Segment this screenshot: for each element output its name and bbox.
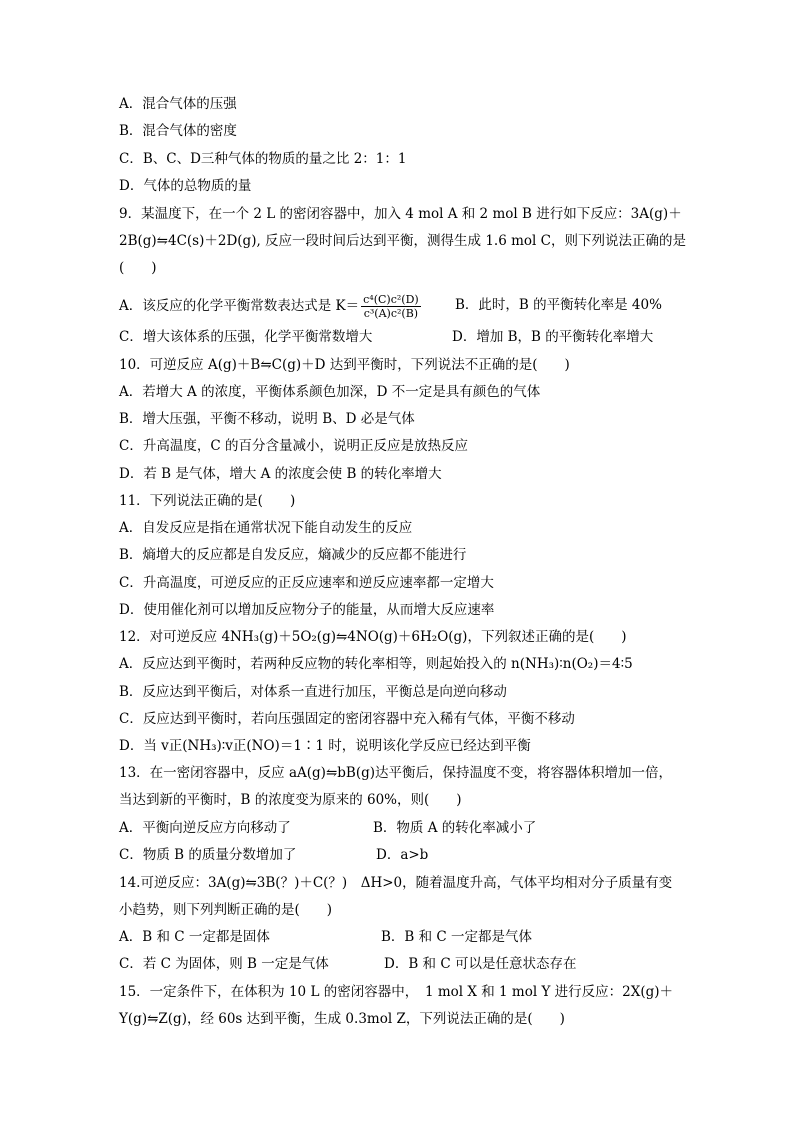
option-line: C．升高温度，C 的百分含量减小，说明正反应是放热反应 (119, 438, 468, 454)
option-line: A．若增大 A 的浓度，平衡体系颜色加深，D 不一定是具有颜色的气体 (119, 384, 541, 400)
question-9-bracket: ( ) (119, 260, 157, 276)
option-line: C．B、C、D三种气体的物质的量之比 2：1：1 (119, 151, 407, 167)
option-d: D．a>b (376, 847, 429, 863)
question-9-stem: 2B(g)⇋4C(s)＋2D(g), 反应一段时间后达到平衡，测得生成 1.6 mol C，则下列说法正确的是 (119, 233, 686, 249)
option-d: D．B 和 C 可以是任意状态存在 (384, 956, 577, 972)
q9-option-a-prefix: A．该反应的化学平衡常数表达式是 K＝ (119, 298, 360, 314)
question-9-stem: 9．某温度下，在一个 2 L 的密闭容器中，加入 4 mol A 和 2 mol B 进行如下反应：3A(g)＋ (119, 206, 682, 222)
fraction-denominator: c³(A)c²(B) (363, 307, 419, 320)
question-14-stem: 14.可逆反应：3A(g)⇋3B(？)＋C(？) ΔH>0，随着温度升高，气体平均相对分子质量有变 (119, 875, 673, 891)
question-15-stem: Y(g)⇋Z(g)，经 60s 达到平衡，生成 0.3mol Z，下列说法正确的是( ) (119, 1011, 565, 1027)
question-11-stem: 11．下列说法正确的是( ) (119, 493, 296, 509)
option-c: C．增大该体系的压强，化学平衡常数增大 (119, 329, 373, 345)
option-c: C．若 C 为固体，则 B 一定是气体 (119, 956, 329, 972)
option-line: A．反应达到平衡时，若两种反应物的转化率相等，则起始投入的 n(NH₃)∶n(O₂)＝4∶5 (119, 656, 633, 672)
option-line: B．熵增大的反应都是自发反应，熵减少的反应都不能进行 (119, 547, 467, 563)
option-b: B．物质 A 的转化率减小了 (373, 820, 537, 836)
option-a: A．平衡向逆反应方向移动了 (119, 820, 291, 836)
option-c: C．物质 B 的质量分数增加了 (119, 847, 297, 863)
option-line: D．气体的总物质的量 (119, 178, 252, 194)
question-15-stem: 15．一定条件下，在体积为 10 L 的密闭容器中， 1 mol X 和 1 mol Y 进行反应：2X(g)＋ (119, 984, 674, 1000)
option-line: A．自发反应是指在通常状况下能自动发生的反应 (119, 520, 413, 536)
option-line: D．当 v正(NH₃)∶v正(NO)＝1∶1 时，说明该化学反应已经达到平衡 (119, 738, 531, 754)
equilibrium-constant-fraction (361, 293, 421, 320)
question-13-stem: 当达到新的平衡时，B 的浓度变为原来的 60%，则( ) (119, 792, 462, 808)
option-line: B．混合气体的密度 (119, 123, 237, 139)
option-line: B．增大压强，平衡不移动，说明 B、D 必是气体 (119, 411, 415, 427)
option-a: A．B 和 C 一定都是固体 (119, 929, 270, 945)
question-10-stem: 10．可逆反应 A(g)＋B⇋C(g)＋D 达到平衡时，下列说法不正确的是( ) (119, 357, 570, 373)
option-line: C．升高温度，可逆反应的正反应速率和逆反应速率都一定增大 (119, 575, 494, 591)
option-line: D．若 B 是气体，增大 A 的浓度会使 B 的转化率增大 (119, 466, 442, 482)
question-13-stem: 13．在一密闭容器中，反应 aA(g)⇋bB(g)达平衡后，保持温度不变，将容器体积增加一倍， (119, 765, 672, 781)
option-line: C．反应达到平衡时，若向压强固定的密闭容器中充入稀有气体，平衡不移动 (119, 711, 575, 727)
fraction-numerator: c⁴(C)c²(D) (363, 293, 419, 306)
question-14-stem: 小趋势，则下列判断正确的是( ) (119, 902, 333, 918)
q9-option-b: B．此时，B 的平衡转化率是 40% (455, 297, 662, 313)
option-d: D．增加 B，B 的平衡转化率增大 (452, 329, 654, 345)
option-line: A．混合气体的压强 (119, 96, 237, 112)
option-line: B．反应达到平衡后，对体系一直进行加压，平衡总是向逆向移动 (119, 684, 507, 700)
option-line: D．使用催化剂可以增加反应物分子的能量，从而增大反应速率 (119, 602, 495, 618)
option-b: B．B 和 C 一定都是气体 (381, 929, 533, 945)
question-12-stem: 12．对可逆反应 4NH₃(g)＋5O₂(g)⇋4NO(g)＋6H₂O(g)，下列叙述正确的是( ) (119, 629, 627, 645)
question-9-options-ab (119, 293, 662, 320)
